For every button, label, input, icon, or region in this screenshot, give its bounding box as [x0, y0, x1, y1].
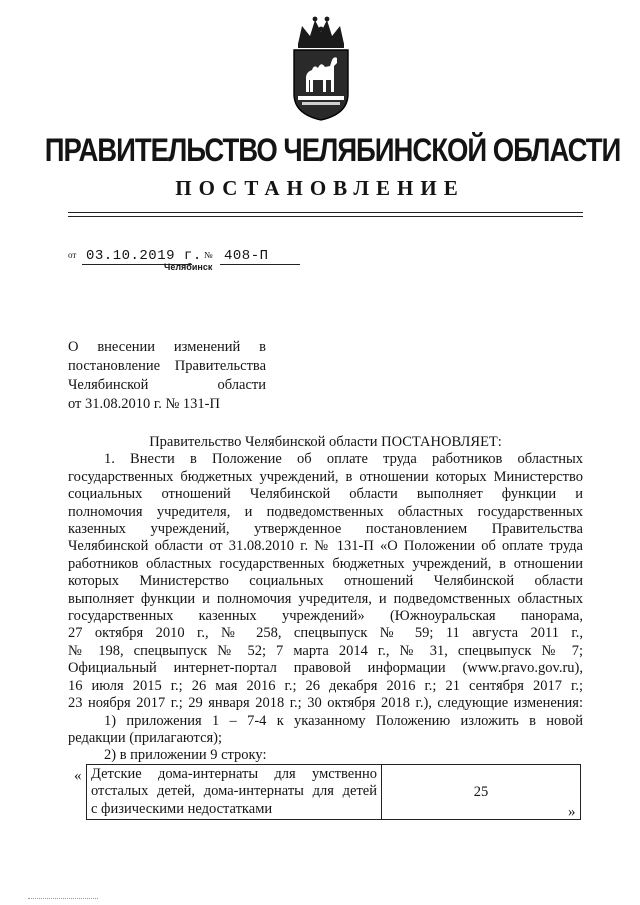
number-label: №: [204, 250, 213, 260]
header-rule-bottom: [68, 216, 583, 217]
body-line: государственных казенных учреждений» (Южноуральская панорама,: [68, 608, 583, 625]
subject-line: О внесении изменений в: [68, 339, 266, 355]
body-line: № 198, спецвыпуск № 52; 7 марта 2014 г., № 31, спецвыпуск № 7;: [68, 642, 583, 659]
body-line: государственных бюджетных учреждений, в отношении которых Министерство: [68, 468, 583, 485]
body-line: 2) в приложении 9 строку:: [104, 747, 267, 764]
body-line: социальных отношений Челябинской области выполняет функции и: [68, 486, 583, 503]
subject-block: [68, 338, 266, 414]
open-quote: «: [74, 768, 82, 784]
body-line: Челябинской области от 31.08.2010 г. № 131-П «О Положении об оплате труда: [68, 538, 583, 555]
subject-line: Челябинской области: [68, 377, 266, 393]
inserted-table: [86, 764, 581, 820]
body-line: 1. Внести в Положение об оплате труда работников областных: [104, 451, 583, 468]
body-text: [68, 434, 583, 765]
body-line: 27 октября 2010 г., № 258, спецвыпуск № 59; 11 августа 2011 г.,: [68, 625, 583, 642]
body-line: 16 июля 2015 г.; 26 мая 2016 г.; 26 декабря 2016 г.; 21 сентября 2017 г.;: [68, 677, 583, 694]
table-cell-value: 25: [382, 765, 581, 820]
table-cell-name: [87, 765, 382, 820]
table-row: [87, 765, 581, 820]
subject-line: от 31.08.2010 г. № 131-П: [68, 396, 220, 412]
city-label: Челябинск: [164, 262, 213, 272]
subject-line: постановление Правительства: [68, 358, 266, 374]
body-line: редакции (прилагаются);: [68, 729, 223, 746]
body-line: которых Министерство социальных отношений Челябинской области: [68, 573, 583, 590]
body-line: Официальный интернет-портал правовой информации (www.pravo.gov.ru),: [68, 660, 583, 677]
government-title: ПРАВИТЕЛЬСТВО ЧЕЛЯБИНСКОЙ ОБЛАСТИ: [44, 132, 621, 168]
cell-line: Детские дома-интернаты для умственно: [91, 766, 377, 782]
header-rule-top: [68, 212, 583, 213]
preamble: Правительство Челябинской области ПОСТАНОВЛЯЕТ:: [149, 434, 502, 450]
scan-mark: [28, 898, 98, 899]
date-prefix-label: от: [68, 250, 77, 260]
close-quote: »: [568, 804, 576, 820]
document-type: ПОСТАНОВЛЕНИЕ: [175, 176, 465, 200]
document-number: 408-П: [220, 248, 300, 265]
body-line: 23 ноября 2017 г.; 29 января 2018 г.; 30 октября 2018 г.), следующие изменения:: [68, 695, 583, 712]
coat-of-arms-emblem: [288, 14, 354, 122]
cell-line: отсталых детей, дома-интернаты для детей: [91, 783, 377, 800]
body-line: казенных учреждений, утвержденное постановлением Правительства: [68, 521, 583, 538]
body-line: 1) приложения 1 – 7-4 к указанному Положению изложить в новой: [104, 712, 583, 729]
document-date: 03.10.2019 г.: [82, 248, 192, 265]
body-line: полномочия учредителя, и подведомственных областных государственных: [68, 503, 583, 520]
cell-line: с физическими недостатками: [91, 800, 273, 817]
body-line: выполняет функции и полномочия учредителя, и подведомственных областных: [68, 590, 583, 607]
body-line: работников областных государственных бюджетных учреждений, в отношении: [68, 555, 583, 572]
